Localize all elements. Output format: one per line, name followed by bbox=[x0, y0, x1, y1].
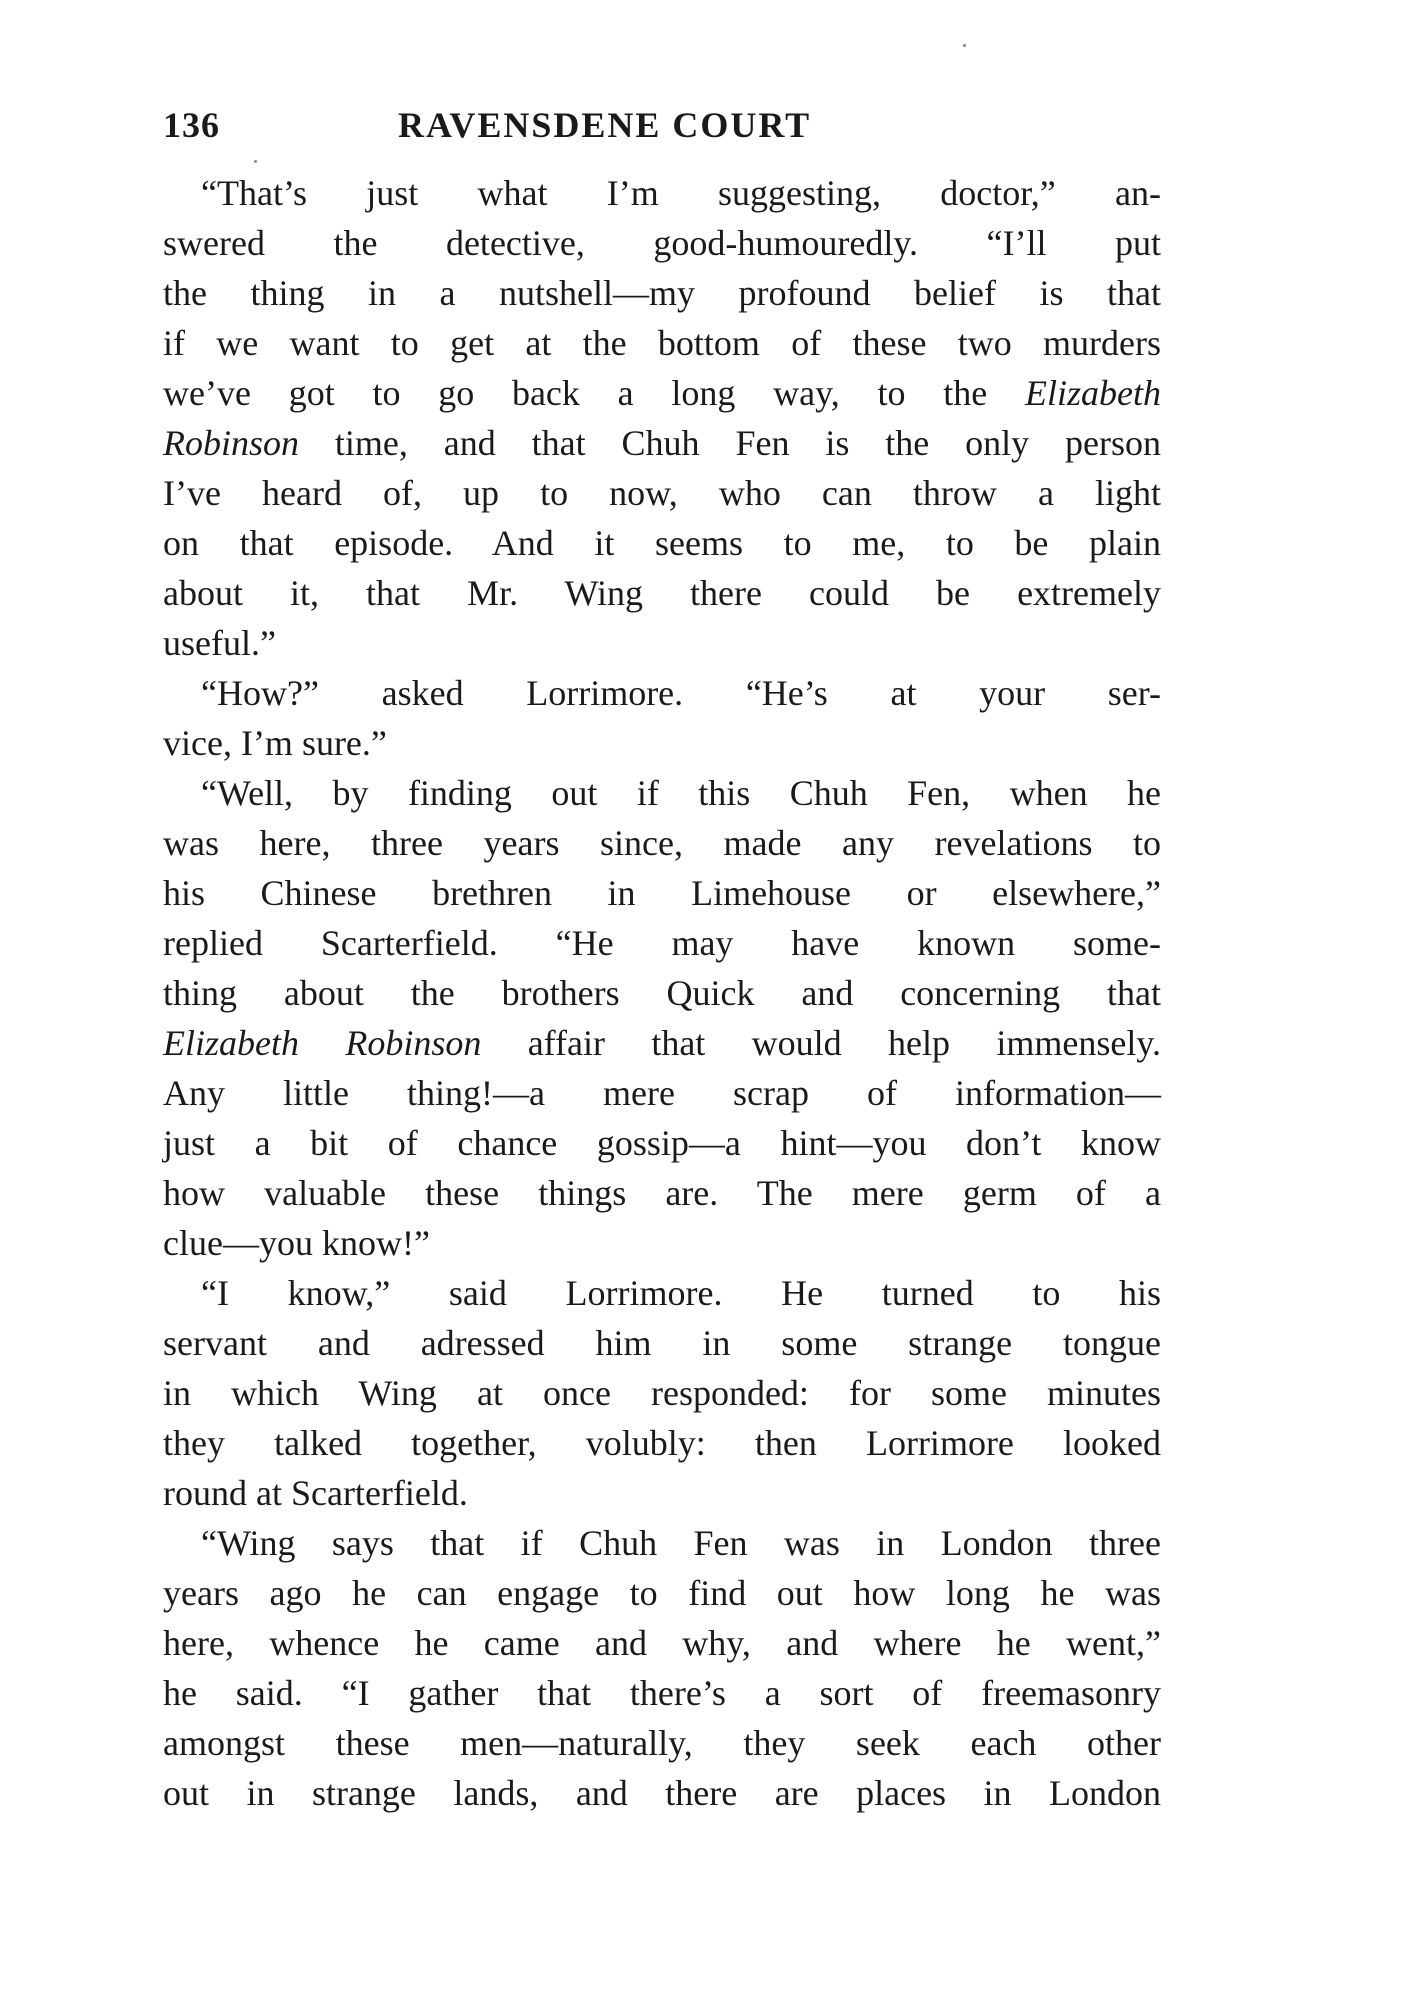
text-segment: clue—you know!” bbox=[163, 1223, 430, 1263]
text-segment: just a bit of chance gossip—a hint—you don’t know bbox=[163, 1123, 1161, 1163]
text-segment: we’ve got to go back a long way, to the bbox=[163, 373, 1026, 413]
italic-text: Robinson bbox=[163, 423, 300, 463]
text-line bbox=[163, 1218, 1161, 1268]
running-title: RAVENSDENE COURT bbox=[398, 105, 812, 145]
text-segment: affair that would help immensely. bbox=[481, 1023, 1161, 1063]
text-segment: in which Wing at once responded: for some minutes bbox=[163, 1373, 1161, 1413]
text-line bbox=[163, 868, 1161, 918]
text-segment: “Wing says that if Chuh Fen was in London three bbox=[201, 1523, 1161, 1563]
text-segment: was here, three years since, made any revelations to bbox=[163, 823, 1161, 863]
italic-text: Elizabeth Robinson bbox=[163, 1023, 482, 1063]
text-segment: years ago he can engage to find out how long he was bbox=[163, 1573, 1161, 1613]
text-line bbox=[163, 468, 1161, 518]
text-segment: “I know,” said Lorrimore. He turned to his bbox=[201, 1273, 1161, 1313]
text-line bbox=[163, 918, 1161, 968]
text-line bbox=[163, 168, 1161, 218]
text-segment: “Well, by finding out if this Chuh Fen, when he bbox=[201, 773, 1161, 813]
text-segment: servant and adressed him in some strange tongue bbox=[163, 1323, 1161, 1363]
text-line bbox=[163, 1468, 1161, 1518]
text-line bbox=[163, 368, 1161, 418]
text-line bbox=[163, 518, 1161, 568]
text-segment: I’ve heard of, up to now, who can throw a light bbox=[163, 473, 1161, 513]
text-line bbox=[163, 968, 1161, 1018]
text-segment: he said. “I gather that there’s a sort of freemasonry bbox=[163, 1673, 1161, 1713]
text-line bbox=[163, 618, 1161, 668]
text-line bbox=[163, 568, 1161, 618]
text-segment: about it, that Mr. Wing there could be extremely bbox=[163, 573, 1161, 613]
text-line bbox=[163, 318, 1161, 368]
italic-text: Elizabeth bbox=[1025, 373, 1161, 413]
text-segment: the thing in a nutshell—my profound belief is that bbox=[163, 273, 1161, 313]
text-line bbox=[163, 268, 1161, 318]
print-speck bbox=[963, 44, 966, 47]
text-segment: time, and that Chuh Fen is the only person bbox=[299, 423, 1161, 463]
print-speck bbox=[254, 160, 257, 163]
text-segment: out in strange lands, and there are places in London bbox=[163, 1773, 1161, 1813]
text-segment: Any little thing!—a mere scrap of information— bbox=[163, 1073, 1161, 1113]
text-line bbox=[163, 418, 1161, 468]
text-line bbox=[163, 1268, 1161, 1318]
text-line bbox=[163, 1668, 1161, 1718]
text-segment: swered the detective, good-humouredly. “I’ll put bbox=[163, 223, 1161, 263]
text-segment: “How?” asked Lorrimore. “He’s at your ser- bbox=[201, 673, 1161, 713]
text-line bbox=[163, 1518, 1161, 1568]
text-segment: replied Scarterfield. “He may have known some- bbox=[163, 923, 1161, 963]
page-number: 136 bbox=[163, 105, 220, 145]
text-line bbox=[163, 768, 1161, 818]
text-line bbox=[163, 1368, 1161, 1418]
text-segment: on that episode. And it seems to me, to be plain bbox=[163, 523, 1161, 563]
text-line bbox=[163, 1568, 1161, 1618]
text-line bbox=[163, 1718, 1161, 1768]
text-line bbox=[163, 1618, 1161, 1668]
text-line bbox=[163, 1168, 1161, 1218]
text-line bbox=[163, 1118, 1161, 1168]
text-segment: useful.” bbox=[163, 623, 276, 663]
text-segment: round at Scarterfield. bbox=[163, 1473, 468, 1513]
text-line bbox=[163, 668, 1161, 718]
text-segment: vice, I’m sure.” bbox=[163, 723, 387, 763]
text-line bbox=[163, 1768, 1161, 1818]
text-segment: how valuable these things are. The mere germ of a bbox=[163, 1173, 1161, 1213]
text-line bbox=[163, 218, 1161, 268]
text-line bbox=[163, 718, 1161, 768]
text-segment: they talked together, volubly: then Lorrimore looked bbox=[163, 1423, 1161, 1463]
text-segment: his Chinese brethren in Limehouse or elsewhere,” bbox=[163, 873, 1161, 913]
text-segment: here, whence he came and why, and where he went,” bbox=[163, 1623, 1161, 1663]
body-text bbox=[163, 168, 1161, 1818]
text-segment: thing about the brothers Quick and concerning that bbox=[163, 973, 1161, 1013]
text-segment: “That’s just what I’m suggesting, doctor,” an- bbox=[201, 173, 1161, 213]
text-line bbox=[163, 1318, 1161, 1368]
text-segment: if we want to get at the bottom of these two murders bbox=[163, 323, 1161, 363]
running-head bbox=[163, 104, 1163, 154]
text-line bbox=[163, 1018, 1161, 1068]
text-line bbox=[163, 1068, 1161, 1118]
text-segment: amongst these men—naturally, they seek each other bbox=[163, 1723, 1161, 1763]
text-line bbox=[163, 818, 1161, 868]
text-line bbox=[163, 1418, 1161, 1468]
